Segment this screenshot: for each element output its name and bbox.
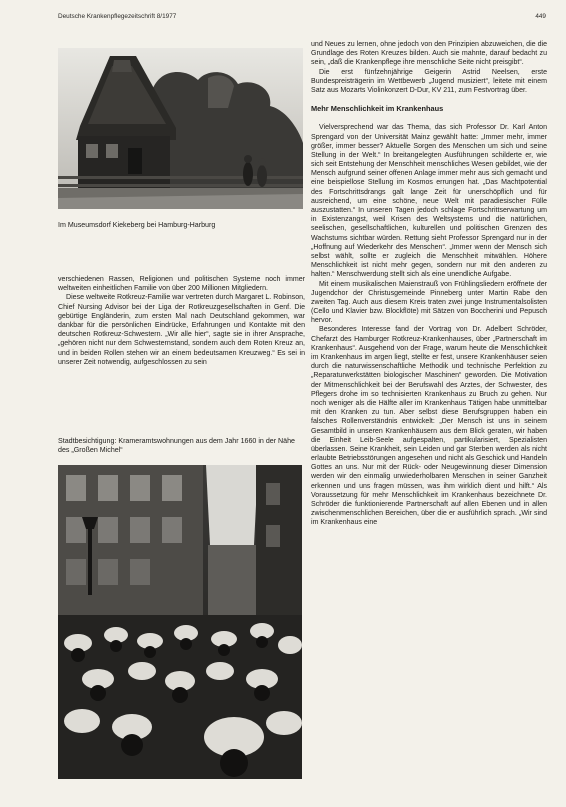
left-paragraph-1: verschiedenen Rassen, Religionen und politischen Systeme noch immer weltweiten einheitlichen Familie von über 200 Millionen Mitgliedern. [58, 276, 305, 293]
section-heading: Mehr Menschlichkeit im Krankenhaus [311, 104, 444, 114]
journal-title: Deutsche Krankenpflegezeitschrift 8/1977 [58, 13, 177, 20]
right-paragraph-1: und Neues zu lernen, ohne jedoch von den Prinzipien abzuweichen, die die Grundlage des Roten Kreuzes bilden. Auch sie mahnte, darauf bedacht zu sein, „daß die Krankenpflege ihre menschliche Seite nicht preisgibt“. [311, 41, 547, 67]
top-photo-caption: Im Museumsdorf Kiekeberg bei Hamburg-Harburg [58, 221, 216, 229]
right-paragraph-4: Mit einem musikalischen Maienstrauß von Frühlingsliedern eröffnete der Jugendchor der Christusgemeinde Pinneberg unter Martin Rabe den zweiten Tag. Auch aus diesem Kreis traten zwei junge Instrumentalsolisten (Cello und Klavier bzw. Blockflöte) mit Sätzen von Boccherini und Pepusch hervor. [311, 280, 547, 325]
right-paragraph-5: Besonderes Interesse fand der Vortrag von Dr. Adelbert Schröder, Chefarzt des Hamburger Rotkreuz-Krankenhauses, über „Partnerschaft im Krankenhaus“. Ausgehend von der Frage, warum heute die Menschlichkeit im Krankenhaus im argen liegt, stellte er fest, unsere Krankenhäuser seien durch die naturwissenschaftliche Methodik und technische Perfektion zu „Reparaturwerkstätten biologischer Maschinen“ geworden. Die Motivation der Mitmenschlichkeit bei der Berufswahl des Arztes, der Schwester, des Pflegers drohe im so technisierten Krankenhaus zu Bruch zu gehen. Nur noch weniger als die Hälfte aller im Krankenhaus Tätigen habe unmittelbar mit den Kranken zu tun. Aber selbst diese Berufsgruppen haben ein falsches Rollenverständnis entwickelt: „Der Mensch ist uns in seinem Gesamtbild in unseren Krankenhäusern aus dem Blick geraten, wir haben die Einheit Leib-Seele aufgespalten, partikularisiert, Spezialisten überlassen. Seine Krankheit, sein Leiden und gar Sterben werden als nicht erlaubte Betriebsstörungen angesehen und nicht als Geschick und Handeln Gottes an uns. Nur mit der Rück- oder Neugewinnung dieser Dimension werden wir den einmalig unwiederholbaren Menschen in seiner Ganzheit erkennen und uns fragen müssen, was ihm wirklich dient und hilft.“ Als Voraussetzung für mehr Menschlichkeit im Krankenhaus bezeichnete Dr. Schröder die funktionierende Partnerschaft auf allen Ebenen und in allen zwischenmenschlichen Bereichen, über die er ausführlich sprach. „Wir sind im Krankenhaus eine [311, 326, 547, 527]
right-paragraph-2: Die erst fünfzehnjährige Geigerin Astrid Neelsen, erste Bundespreisträgerin im Wettbewerb „Jugend musiziert“, leitete mit einem Satz aus Mozarts Violinkonzert D-Dur, KV 211, zum Festvortrag über. [311, 68, 547, 94]
historic-street-photo [58, 465, 302, 779]
museum-village-photo [58, 48, 303, 209]
left-paragraph-2: Diese weltweite Rotkreuz-Familie war vertreten durch Margaret L. Robinson, Chief Nursing Advisor bei der Liga der Rotkreuzgesellschaften in Genf. Die gebürtige Engländerin, zum ersten Mal nach Deutschland gekommen, war dankbar für die persönlichen Eindrücke, Erfahrungen und Kontakte mit den deutschen Rotkreuz-Schwestern. „Wir alle hier“, sagte sie in ihrer Ansprache, „gehören nicht nur dem Schwesternstand, sondern auch dem Roten Kreuz an, und in beiden Rollen stehen wir an einem bedeutsamen Kreuzweg.“ Es sei in unserer Zeit notwendig, aufgeschlossen zu sein [58, 294, 305, 366]
right-column-text [311, 40, 547, 800]
left-column-text [58, 275, 305, 415]
right-paragraph-3: Vielversprechend war das Thema, das sich Professor Dr. Karl Anton Sprengard von der Universität Mainz gewählt hatte: „Immer mehr, immer größer, immer besser? Aktuelle Sorgen des Menschen um sich und seine Stellung in der Welt.“ In breitangelegten Ausführungen schilderte er, wie sich seit Entstehung der Menschheit menschliches Wesen gebildet, wie der Mensch aufgrund seiner offenen Anlage immer mehr aus sich gemacht und eine beispiellose Stellung im Kosmos errungen hat. „Das Machtpotential des Fortschrittsdrangs galt lange Zeit für unerschöpflich und für ausreichend, um eine schöne, neue Welt mit paradiesischer Fülle auszustatten.“ In unseren Tagen jedoch schlage Fortschrittserwartung um in Existenzangst, weil Krisen des Weltsystems und die natürlichen, seelischen, gesellschaftlichen, kulturellen und politischen Grenzen des Wachstums sichtbar würden. Rettung sieht Professor Sprengard nur in der „Hoffnung auf Wiederkehr des Menschen“. „Immer wenn der Mensch sich selbst wählt, sollte er zugleich die Menschheit mitwählen. Höhere Menschlichkeit ist nicht mehr gegen, sondern nur mit den anderen zu halten.“ Menschwerdung stellt sich als eine unendliche Aufgabe. [311, 124, 547, 279]
running-head [58, 13, 546, 23]
bottom-photo-caption: Stadtbesichtigung: Krameramtswohnungen aus dem Jahr 1660 in der Nähe des „Großen Michel“ [58, 437, 295, 455]
page-number: 449 [535, 13, 546, 20]
